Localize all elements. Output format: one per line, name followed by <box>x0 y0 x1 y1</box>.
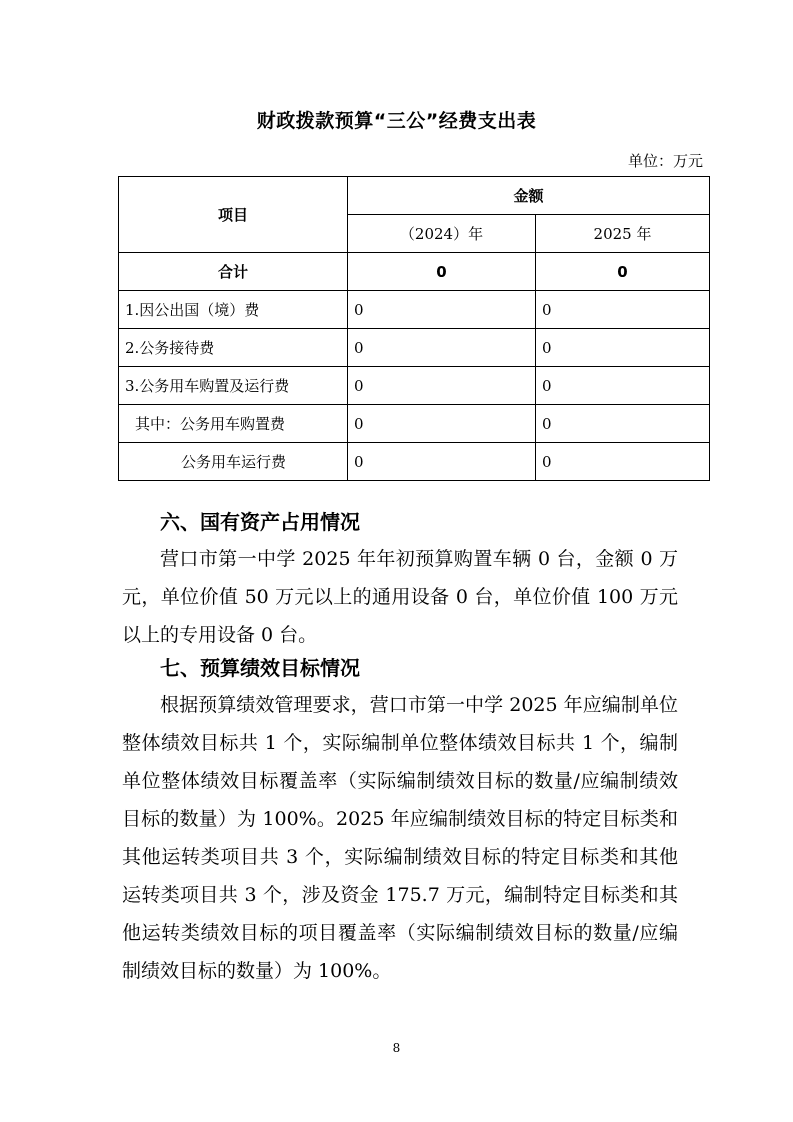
header-item: 项目 <box>119 177 348 253</box>
row-value-2024: 0 <box>348 253 536 291</box>
row-label: 公务用车运行费 <box>119 443 348 481</box>
section-7-heading: 七、预算绩效目标情况 <box>160 656 360 680</box>
row-label: 1.因公出国（境）费 <box>119 291 348 329</box>
table-row <box>119 443 710 481</box>
table-row <box>119 291 710 329</box>
row-value-2024: 0 <box>348 329 536 367</box>
table-row <box>119 253 710 291</box>
header-year-2025: 2025 年 <box>536 215 710 253</box>
row-value-2024: 0 <box>348 367 536 405</box>
table-row <box>119 405 710 443</box>
row-value-2024: 0 <box>348 443 536 481</box>
table-row <box>119 329 710 367</box>
row-label: 2.公务接待费 <box>119 329 348 367</box>
row-value-2025: 0 <box>536 253 710 291</box>
section-6-text: 营口市第一中学 2025 年年初预算购置车辆 0 台，金额 0 万元，单位价值 50 万元以上的通用设备 0 台，单位价值 100 万元以上的专用设备 0 台。 <box>122 548 678 646</box>
row-value-2025: 0 <box>536 291 710 329</box>
three-public-expenses-table <box>118 176 710 481</box>
row-label: 其中：公务用车购置费 <box>119 405 348 443</box>
row-value-2024: 0 <box>348 291 536 329</box>
header-year-2024: （2024）年 <box>348 215 536 253</box>
row-label: 3.公务用车购置及运行费 <box>119 367 348 405</box>
row-value-2025: 0 <box>536 405 710 443</box>
row-value-2025: 0 <box>536 329 710 367</box>
header-amount: 金额 <box>348 177 710 215</box>
unit-label: 单位：万元 <box>627 152 703 170</box>
page-number: 8 <box>392 1041 401 1055</box>
row-value-2025: 0 <box>536 367 710 405</box>
row-value-2024: 0 <box>348 405 536 443</box>
page-title: 财政拨款预算“三公”经费支出表 <box>256 110 537 132</box>
table-row <box>119 367 710 405</box>
row-label: 合计 <box>119 253 348 291</box>
section-7-paragraph <box>122 686 678 990</box>
section-6-paragraph <box>122 540 678 654</box>
row-value-2025: 0 <box>536 443 710 481</box>
section-7-text: 根据预算绩效管理要求，营口市第一中学 2025 年应编制单位整体绩效目标共 1 个，实际编制单位整体绩效目标共 1 个，编制单位整体绩效目标覆盖率（实际编制绩效目标的数量/应编制绩效目标的数量）为 100%。2025 年应编制绩效目标的特定目标类和其他运转类项目共 3 个，实际编制绩效目标的特定目标类和其他运转类项目共 3 个，涉及资金 175.7 万元，编制特定目标类和其他运转类绩效目标的项目覆盖率（实际编制绩效目标的数量/应编制绩效目标的数量）为 100%。 <box>122 694 678 982</box>
section-6-heading: 六、国有资产占用情况 <box>160 510 360 534</box>
